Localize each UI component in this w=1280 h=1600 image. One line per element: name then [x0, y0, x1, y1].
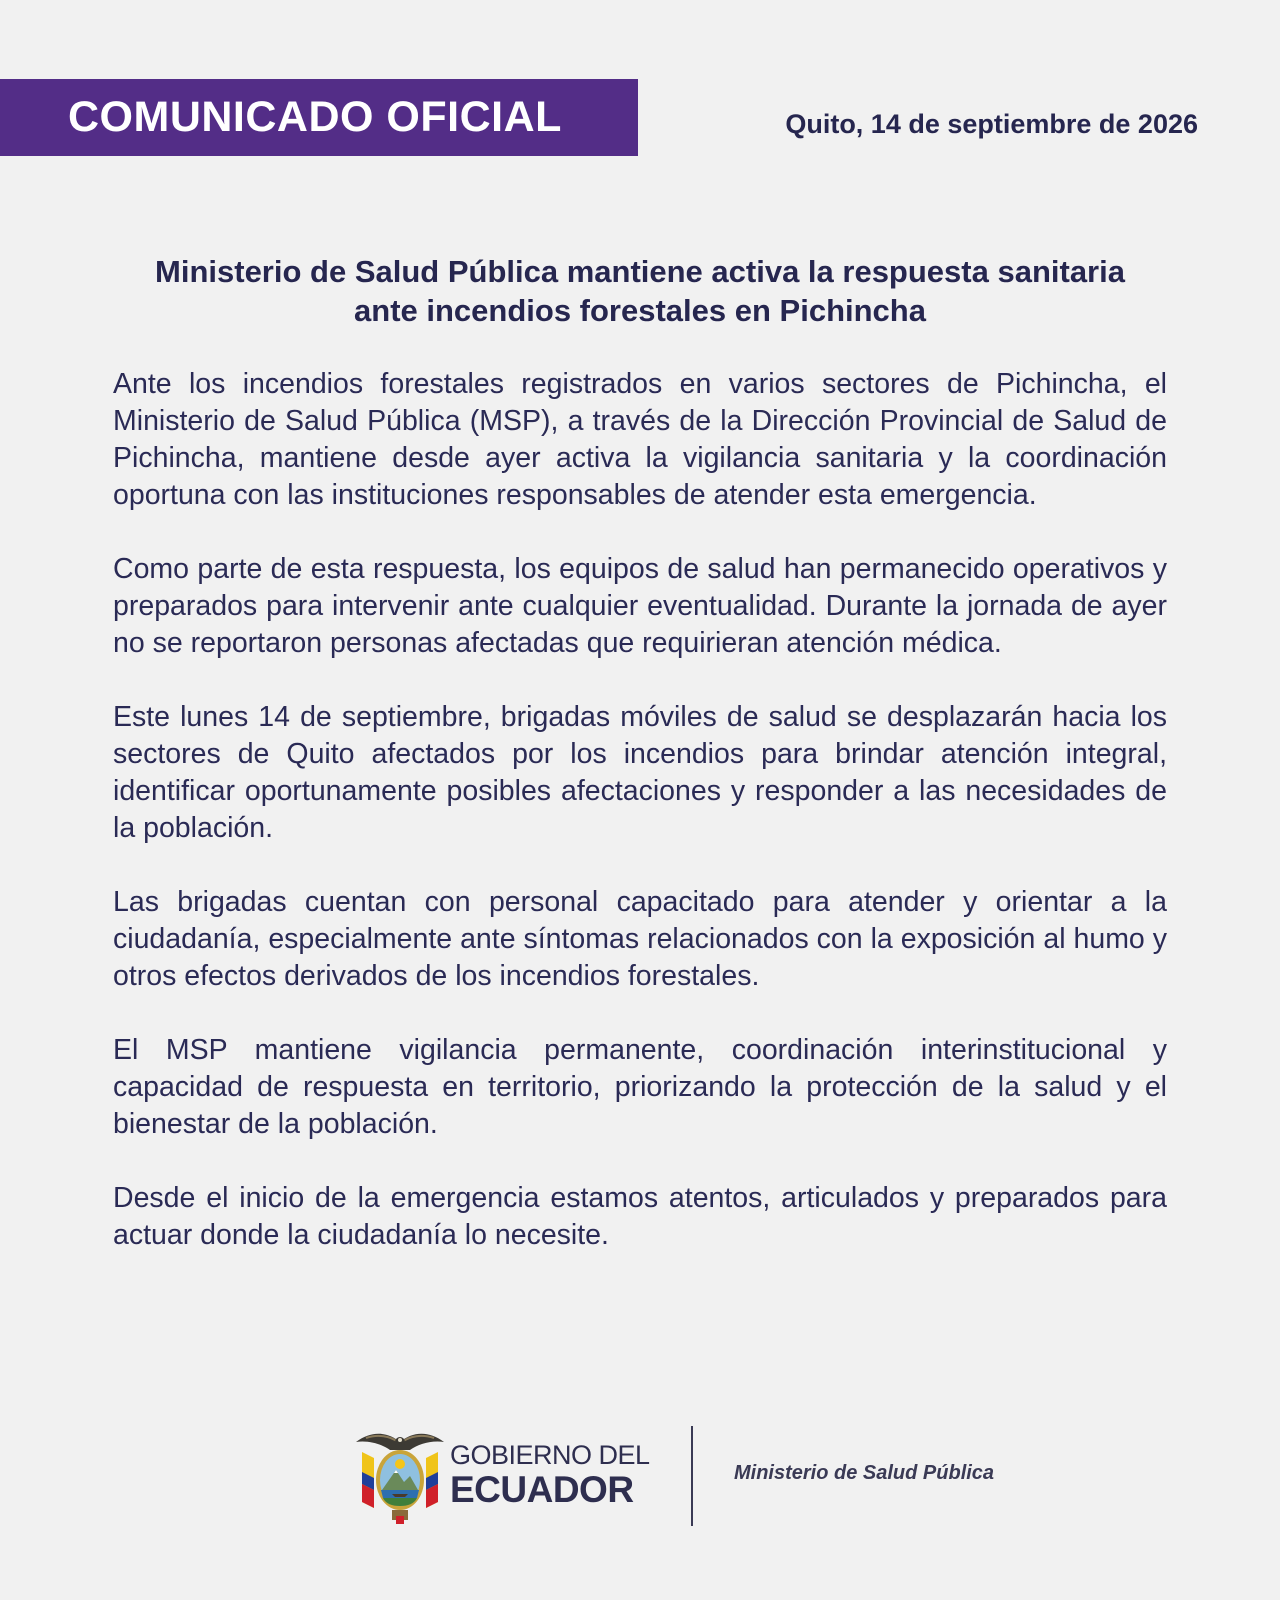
- header-banner: [0, 79, 638, 156]
- paragraph: Este lunes 14 de septiembre, brigadas móviles de salud se desplazarán hacia los sectores de Quito afectados por los incendios para brindar atención integral, identificar oportunamente posibles afectaciones y responder a las necesidades de la población.: [113, 701, 1167, 844]
- ecuador-coat-of-arms-icon: [352, 1428, 448, 1526]
- government-logo: [450, 1442, 650, 1508]
- paragraph: Desde el inicio de la emergencia estamos atentos, articulados y preparados para actuar donde la ciudadanía lo necesite.: [113, 1182, 1167, 1251]
- paragraph: Ante los incendios forestales registrados en varios sectores de Pichincha, el Ministerio de Salud Pública (MSP), a través de la Dirección Provincial de Salud de Pichincha, mantiene desde ayer activa la vigilancia sanitaria y la coordinación oportuna con las instituciones responsables de atender esta emergencia.: [113, 368, 1167, 511]
- gov-line-1: GOBIERNO DEL: [450, 1440, 650, 1470]
- headline-line-2: ante incendios forestales en Pichincha: [354, 293, 926, 328]
- paragraph: Como parte de esta respuesta, los equipos de salud han permanecido operativos y preparados para intervenir ante cualquier eventualidad. Durante la jornada de ayer no se reportaron personas afectadas que requirieran atención médica.: [113, 553, 1167, 659]
- gov-line-2: ECUADOR: [450, 1469, 634, 1510]
- banner-title: COMUNICADO OFICIAL: [68, 93, 562, 141]
- headline-line-1: Ministerio de Salud Pública mantiene activa la respuesta sanitaria: [155, 254, 1125, 289]
- paragraph: Las brigadas cuentan con personal capacitado para atender y orientar a la ciudadanía, especialmente ante síntomas relacionados con la exposición al humo y otros efectos derivados de los incendios forestales.: [113, 886, 1167, 992]
- headline: [100, 252, 1180, 330]
- date-line: Quito, 14 de septiembre de 2026: [785, 109, 1198, 139]
- footer: [0, 1420, 1280, 1530]
- paragraph: El MSP mantiene vigilancia permanente, coordinación interinstitucional y capacidad de respuesta en territorio, priorizando la protección de la salud y el bienestar de la población.: [113, 1034, 1167, 1140]
- body-text: [113, 366, 1167, 1291]
- ministry-name: Ministerio de Salud Pública: [734, 1462, 995, 1484]
- footer-divider: [691, 1426, 693, 1526]
